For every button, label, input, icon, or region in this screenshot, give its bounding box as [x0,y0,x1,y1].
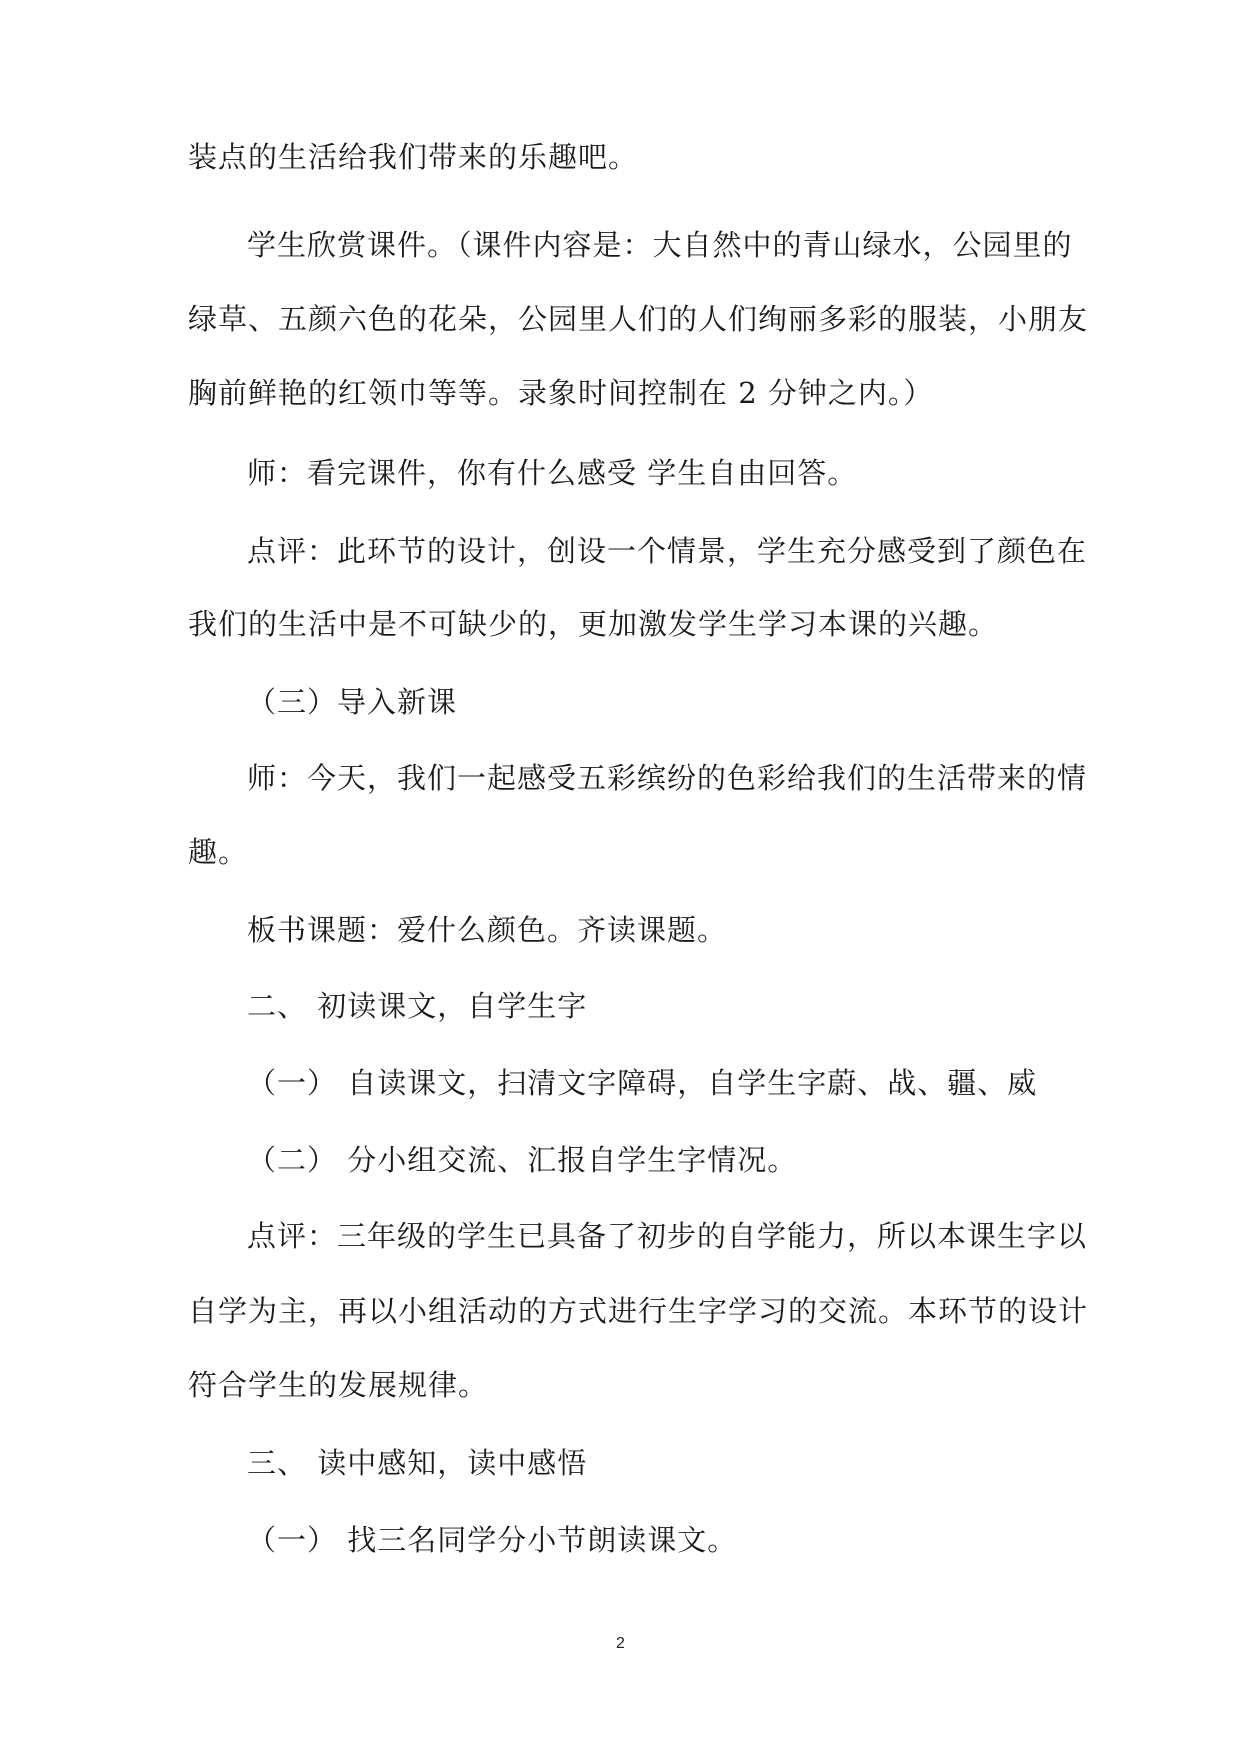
section-heading: 三、 读中感知，读中感悟 [247,1446,588,1480]
text-line: 绿草、五颜六色的花朵，公园里人们的人们绚丽多彩的服装，小朋友 [188,302,1089,336]
text-line: 胸前鲜艳的红领巾等等。录象时间控制在 2 分钟之内。） [188,376,934,410]
text-line: 学生欣赏课件。（课件内容是：大自然中的青山绿水，公园里的 [247,228,1073,262]
text-line: （一） 自读课文，扫清文字障碍，自学生字蔚、战、疆、威 [247,1066,1038,1100]
text-line: （一） 找三名同学分小节朗读课文。 [247,1523,738,1557]
text-line: 点评：三年级的学生已具备了初步的自学能力，所以本课生字以 [247,1219,1088,1253]
text-line: 符合学生的发展规律。 [188,1368,489,1402]
text-line: 板书课题：爱什么颜色。齐读课题。 [247,913,728,947]
section-heading: （三）导入新课 [247,685,458,719]
text-line: 师：今天，我们一起感受五彩缤纷的色彩给我们的生活带来的情 [247,761,1088,795]
text-line: 自学为主，再以小组活动的方式进行生字学习的交流。本环节的设计 [188,1294,1089,1328]
section-heading: 二、 初读课文，自学生字 [247,989,588,1023]
text-line: （二） 分小组交流、汇报自学生字情况。 [247,1143,798,1177]
text-line: 师：看完课件，你有什么感受 学生自由回答。 [247,456,858,490]
text-line: 我们的生活中是不可缺少的，更加激发学生学习本课的兴趣。 [188,607,999,641]
page-number: 2 [616,1635,625,1652]
text-line: 趣。 [188,835,249,869]
text-line: 点评：此环节的设计，创设一个情景，学生充分感受到了颜色在 [247,534,1088,568]
text-line: 装点的生活给我们带来的乐趣吧。 [188,140,639,174]
